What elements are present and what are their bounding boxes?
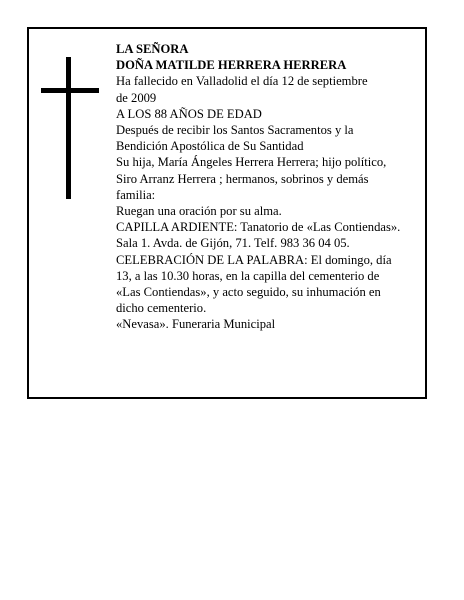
ceremony-line-4: dicho cementerio. xyxy=(116,301,207,316)
family-line-1: Su hija, María Ángeles Herrera Herrera; hijo político, xyxy=(116,155,387,170)
death-line-1: Ha fallecido en Valladolid el día 12 de septiembre xyxy=(116,74,368,89)
notice-text xyxy=(116,41,428,333)
obituary-notice xyxy=(27,27,427,399)
family-line-2: Siro Arranz Herrera ; hermanos, sobrinos y demás xyxy=(116,171,369,186)
chapel-line-1: CAPILLA ARDIENTE: Tanatorio de «Las Contiendas». xyxy=(116,220,401,235)
prayer-line: Ruegan una oración por su alma. xyxy=(116,204,282,219)
notice-title: LA SEÑORA xyxy=(116,42,189,56)
cross-vertical-bar xyxy=(66,57,71,199)
chapel-line-2: Sala 1. Avda. de Gijón, 71. Telf. 983 36 04 05. xyxy=(116,236,350,251)
ceremony-line-2: 13, a las 10.30 horas, en la capilla del cementerio de xyxy=(116,268,380,283)
family-line-3: familia: xyxy=(116,187,156,202)
death-line-2: de 2009 xyxy=(116,90,157,105)
funeral-home-line: «Nevasa». Funeraria Municipal xyxy=(116,317,276,332)
ceremony-line-3: «Las Contiendas», y acto seguido, su inhumación en xyxy=(116,285,381,300)
cross-icon xyxy=(41,57,99,199)
ceremony-line-1: CELEBRACIÓN DE LA PALABRA: El domingo, día xyxy=(116,252,392,267)
cross-horizontal-bar xyxy=(41,88,99,93)
sacraments-line-1: Después de recibir los Santos Sacramentos y la xyxy=(116,123,354,138)
deceased-name: DOÑA MATILDE HERRERA HERRERA xyxy=(116,58,347,73)
sacraments-line-2: Bendición Apostólica de Su Santidad xyxy=(116,139,304,154)
age-line: A LOS 88 AÑOS DE EDAD xyxy=(116,106,262,121)
